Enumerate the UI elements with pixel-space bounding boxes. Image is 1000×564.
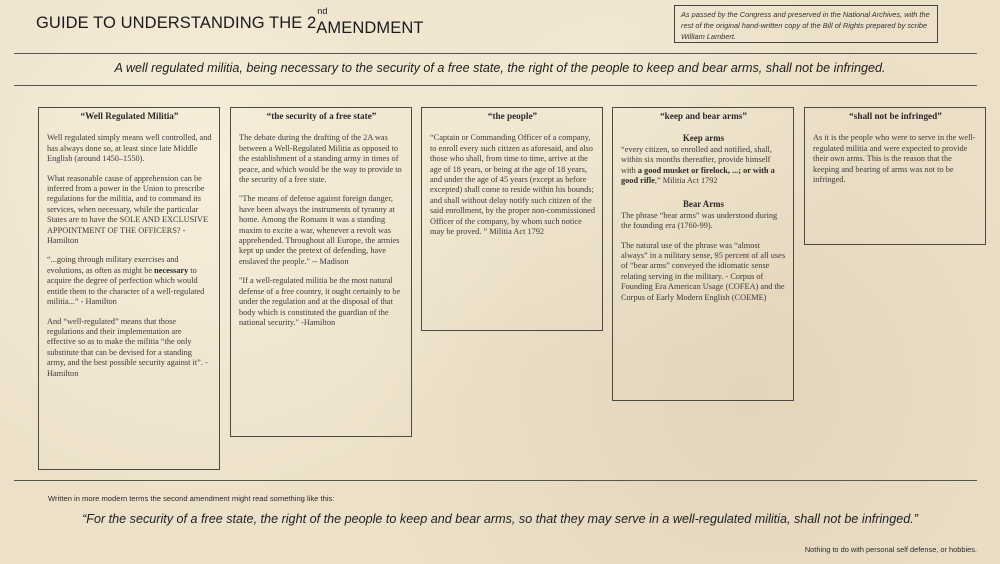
title-main: GUIDE TO UNDERSTANDING THE 2	[36, 14, 317, 32]
column-keep-and-bear-arms	[612, 107, 794, 401]
title-superscript: nd	[317, 6, 328, 16]
column-heading: “keep and bear arms”	[660, 111, 747, 121]
column-heading: “shall not be infringed”	[849, 111, 942, 121]
paragraph: "If a well-regulated militia be the most natural defense of a free country, it ought certainly to be under the regulation and at the disposal of that body which is constituted the guardian of the national security." -Hamilton	[239, 276, 401, 327]
paragraph: The phrase “bear arms” was understood during the founding era (1760-99).	[621, 210, 778, 231]
footnote: Nothing to do with personal self defense, or hobbies.	[804, 545, 977, 554]
page-title	[36, 6, 424, 37]
preamble-divider	[14, 85, 977, 86]
top-divider	[14, 53, 977, 54]
emphasis: necessary	[154, 265, 189, 275]
paragraph: What reasonable cause of apprehension can be inferred from a power in the Union to prescribe regulations for the militia, and to command its services, when necessary, while the particular States are to have the SOLE AND EXCLUSIVE APPOINTMENT OF THE OFFICERS? - Hamilton	[47, 173, 209, 246]
paragraph: "The means of defense against foreign danger, have been always the instruments of tyranny at home. Among the Romans it was a standing maxim to excite a war, whenever a revolt was apprehended. Throughout all Europe, the armies kept up under the pretext of defending, have enslaved the people." -- Madison	[239, 194, 400, 266]
column-the-people	[421, 107, 603, 331]
column-heading: “Well Regulated Militia”	[80, 111, 179, 121]
modern-intro: Written in more modern terms the second amendment might read something like this:	[48, 494, 335, 503]
column-heading: “the people”	[487, 111, 538, 121]
paragraph	[47, 255, 212, 307]
text-run: ,” Militia Act 1792	[654, 176, 718, 186]
title-amendment: AMENDMENT	[316, 19, 424, 37]
paragraph: As it is the people who were to serve in the well-regulated militia and were expected to provide their own arms. This is the reason that the keeping and bearing of arms was not to be infringed.	[813, 133, 976, 185]
paragraph: The debate during the drafting of the 2A was between a Well-Regulated Militia as opposed to the establishment of a standing army in times of peace, and which would be the way to provide to the security of a free state.	[239, 133, 402, 185]
column-heading: “the security of a free state”	[266, 111, 377, 121]
column-security-of-free-state	[230, 107, 412, 437]
subheading-bear-arms: Bear Arms	[683, 199, 724, 210]
emphasis: a good musket or firelock, ...; or with a good rifle	[621, 165, 775, 186]
footer-divider	[14, 480, 977, 481]
column-well-regulated-militia	[38, 107, 220, 470]
paragraph	[621, 145, 786, 187]
text-run: “...going through military exercises and evolutions, as often as might be	[47, 255, 179, 275]
text-run: to acquire the degree of perfection which would entitle them to the character of a well-regulated militia...” - Hamilton	[47, 265, 205, 307]
amendment-text: A well regulated militia, being necessary to the security of a free state, the right of the people to keep and bear arms, shall not be infringed.	[114, 61, 886, 75]
column-shall-not-be-infringed	[804, 107, 986, 245]
provenance-note: As passed by the Congress and preserved in the National Archives, with the rest of the original hand-written copy of the Bill of Rights prepared by scribe William Lambert.	[674, 5, 938, 43]
paragraph: The natural use of the phrase was “almost always” in a military sense, 95 percent of all uses of “bear arms” conveyed the idiomatic sense relating serving in the military. - Corpus of Founding Era American Usage (COFEA) and the Corpus of Early Modern English (COEME)	[621, 240, 786, 302]
modern-rewording: “For the security of a free state, the right of the people to keep and bear arms, so that they may serve in a well-regulated militia, shall not be infringed.”	[82, 512, 918, 526]
subheading-keep-arms: Keep arms	[682, 133, 725, 144]
paragraph: And “well-regulated” means that those regulations and their implementation are effective so as to make the militia “the only substitute that can be devised for a standing army, and the best possible security against it”. -Hamilton	[47, 316, 208, 378]
paragraph: “Captain or Commanding Officer of a company, to enroll every such citizen as aforesaid, and also those who shall, from time to time, arrive at the age of 18 years, or being at the age of 18 years, and under the age of 45 years (except as before excepted) shall come to reside within his bounds; and shall without delay notify such citizen of the said enrollment, by the proper non-commissioned Officer of the company, by whom such notice may be proved. ” Militia Act 1792	[430, 133, 595, 237]
paragraph: Well regulated simply means well controlled, and has always done so, at least since late Middle English (around 1450–1550).	[47, 133, 212, 164]
text-run: “every citizen, so enrolled and notified, shall, within six months thereafter, provide himself with	[621, 144, 772, 175]
